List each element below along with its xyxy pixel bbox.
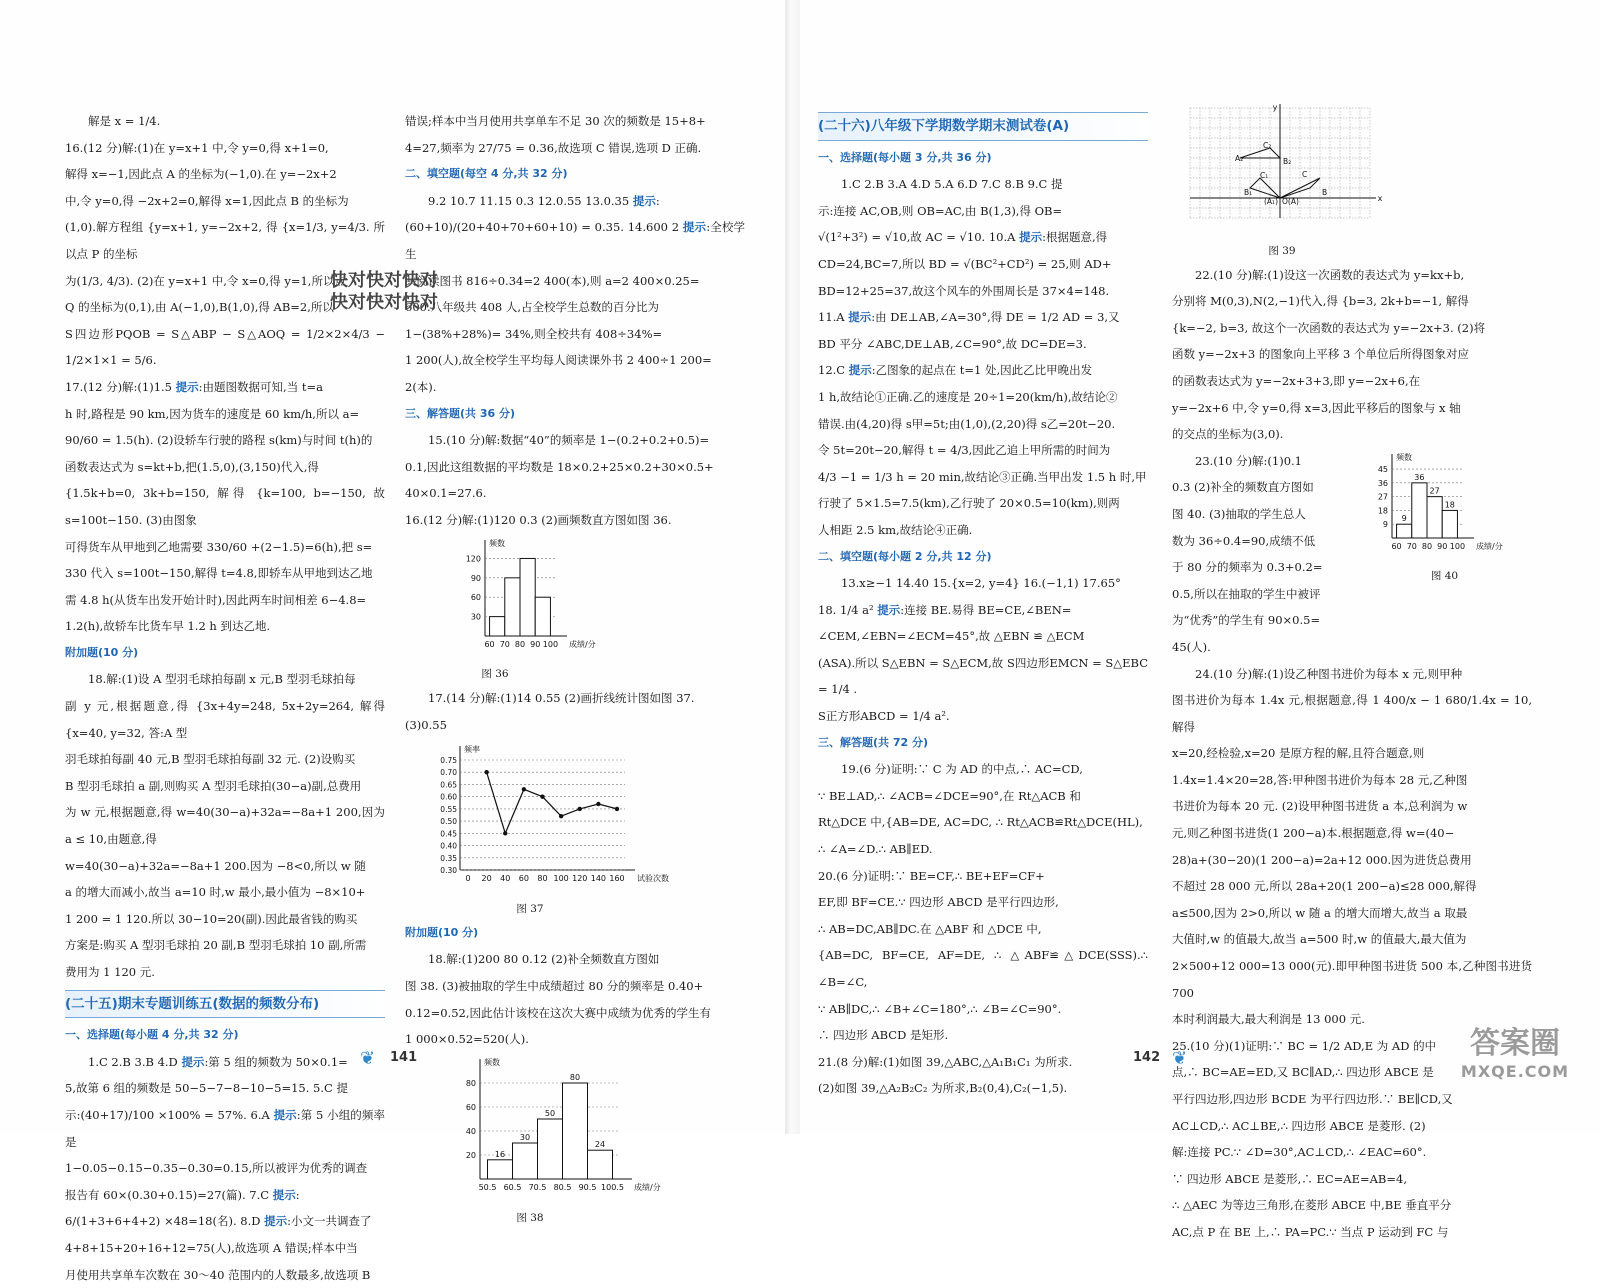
choice-line: 示:(40+17)/100 ×100% = 57%. 6.A 提示:第 5 小组的频率是 (65, 1107, 385, 1149)
q24-q25-line: a≤500,因为 2>0,所以 w 随 a 的增大而增大,故当 a 取最 (1172, 905, 1468, 920)
fill-line: 9.2 10.7 11.15 0.3 12.0.55 13.0.35 提示: (428, 193, 660, 208)
q16-q17-line: 中,令 y=0,得 −2x+2=0,解得 x=1,因此点 B 的坐标为 (65, 193, 349, 208)
q17-line: (3)0.55 (405, 717, 447, 732)
fill-line: (60+10)/(20+40+70+60+10) = 0.35. 14.600 2 提示:全校学生 (405, 220, 745, 261)
q22-line: 的交点的坐标为(3,0). (1172, 427, 1284, 442)
bonus-line: 费用为 1 120 元. (65, 965, 155, 979)
fig37-y-tick: 0.50 (440, 817, 457, 827)
fig38-bar (538, 1119, 563, 1179)
q16-q17-line: 需 4.8 h(从货车出发开始计时),因此两车时间相差 6−4.8= (65, 592, 367, 607)
answer-line: ∵ AB∥DC,∴ ∠B+∠C=180°,∴ ∠B=∠C=90°. (818, 1001, 1062, 1016)
page-ornament-right: ❦ (1172, 1048, 1188, 1069)
choice-title: 一、选择题(每小题 3 分,共 36 分) (818, 150, 992, 164)
fig38-bar (488, 1160, 513, 1179)
fig40-caption: 图 40 (1430, 570, 1459, 583)
q23-text (1172, 448, 1362, 661)
fig37-y-tick: 0.45 (440, 829, 457, 839)
fig38-y-tick: 60 (465, 1102, 476, 1112)
fig38-data-label: 24 (594, 1140, 606, 1150)
fill-line: S正方形ABCD = 1/4 a². (818, 709, 950, 724)
page-ornament-left: ❦ (360, 1048, 376, 1069)
fig38-bar (563, 1083, 588, 1179)
q22-line: 的函数表达式为 y=−2x+3+3,即 y=−2x+6,在 (1172, 373, 1421, 388)
fill-line: 600.八年级共 408 人,占全校学生总数的百分比为 (405, 300, 660, 315)
fig38-figure (405, 1055, 745, 1228)
book-gutter (785, 0, 800, 1134)
page-number-right: 142 (1133, 1050, 1161, 1065)
q24-q25-line: 图书进价为每本 1.4x 元,根据题意,得 1 400/x − 1 680/1.4x = 10,解得 (1172, 693, 1532, 734)
right-page (800, 0, 1600, 1239)
section-title-26: (二十六)八年级下学期数学期末测试卷(A) (818, 112, 1148, 141)
fig36-x-tick: 80 (514, 639, 526, 649)
watermark-kuaidui: 快对快对快对 快对快对快对 (330, 270, 438, 313)
fig38-bar (513, 1143, 538, 1179)
fig38-data-label: 30 (519, 1132, 531, 1142)
fig36-y-tick: 90 (470, 573, 481, 583)
answer-line: ∴ ∠A=∠D.∴ AB∥ED. (818, 842, 933, 857)
choice-line: 4=27,频率为 27/75 = 0.36,故选项 C 错误,选项 D 正确. (405, 140, 702, 155)
fig37-x-tick: 100 (553, 874, 569, 884)
fig40-data-label: 27 (1429, 486, 1440, 496)
q16-q17-line: 为(1/3, 4/3). (2)在 y=x+1 中,令 x=0,得 y=1,所以点 (65, 273, 346, 288)
q16-q17-line: h 时,路程是 90 km,因为货车的速度是 60 km/h,所以 a= (65, 406, 360, 421)
fig38-x-tick: 70.5 (528, 1182, 547, 1192)
fig36-bar (535, 597, 550, 636)
fig39-vertex-label: A₂ (1235, 154, 1244, 163)
fig40-svg (1362, 450, 1527, 558)
bonus-title: 附加题(10 分) (65, 645, 139, 659)
bonus-line: B 型羽毛球拍 a 副,则购买 A 型羽毛球拍(30−a)副,总费用 (65, 778, 362, 793)
bonus-line: 为 w 元,根据题意,得 w=40(30−a)+32a=−8a+1 200,因为 a ≤ 10,由题意,得 (65, 805, 385, 847)
fig39-svg (1172, 102, 1392, 232)
q22-line: 函数 y=−2x+3 的图象向上平移 3 个单位后所得图象对应 (1172, 347, 1469, 362)
fig36-svg (405, 536, 596, 656)
choice-line: 5,故第 6 组的频数是 50−5−7−8−10−5=15. 5.C 提 (65, 1081, 348, 1096)
fig37-point (596, 802, 600, 806)
bonus-line: 羽毛球拍每副 40 元,B 型羽毛球拍每副 32 元. (2)设购买 (65, 752, 356, 767)
answer-line: 21.(8 分)解:(1)如图 39,△ABC,△A₁B₁C₁ 为所求. (818, 1054, 1073, 1069)
fill-line: ∠CEM,∠EBN=∠ECM=45°,故 △EBN ≌ △ECM (818, 629, 1085, 644)
q23-line: 于 80 分的频率为 0.3+0.2= (1172, 560, 1323, 575)
q24-q25-line: ∴ △AEC 为等边三角形,在菱形 ABCE 中,BE 垂直平分 (1172, 1198, 1452, 1213)
fig40-bar (1397, 524, 1412, 538)
hint-marker: 提示 (877, 602, 901, 617)
fig40-y-tick: 45 (1377, 464, 1388, 474)
fill-line: 18. 1/4 a² 提示:连接 BE.易得 BE=CE,∠BEN= (818, 602, 1072, 617)
fig36-x-tick: 70 (499, 639, 510, 649)
q24-q25-line: 本时利润最大,最大利润是 13 000 元. (1172, 1012, 1365, 1027)
bonus-line: 0.12=0.52,因此估计该校在这次大赛中成绩为优秀的学生有 (405, 1005, 711, 1020)
q16-q17-line: 1.2(h),故轿车比货车早 1.2 h 到达乙地. (65, 619, 271, 634)
q23-line: 0.5,所以在抽取的学生中被评 (1172, 586, 1321, 601)
bonus-line: 副 y 元,根据题意,得 {3x+4y=248, 5x+2y=264, 解得 {x=40, y=32, 答:A 型 (65, 699, 385, 740)
answer-title: 三、解答题(共 72 分) (818, 735, 929, 749)
fig36-figure (405, 536, 745, 684)
q16-q17-line: 可得货车从甲地到乙地需要 330/60 +(2−1.5)=6(h),把 s= (65, 539, 373, 554)
fig39-vertex-label: O(A) (1282, 197, 1299, 206)
q16-q17-line: S四边形PQOB = S△ABP − S△AOQ = 1/2×2×4/3 − 1/2×1×1 = 5/6. (65, 326, 385, 368)
choice-line: 行驶了 5×1.5=7.5(km),乙行驶了 20×0.5=10(km),则两 (818, 496, 1120, 511)
fig39-vertex-label: B₂ (1283, 157, 1292, 166)
fig36-bar (490, 616, 505, 635)
fig40-data-label: 36 (1414, 472, 1425, 482)
fig40-bar (1412, 483, 1427, 538)
fig37-point (503, 831, 507, 835)
q16-q17-line: 90/60 = 1.5(h). (2)设轿车行驶的路程 s(km)与时间 t(h)的 (65, 433, 373, 448)
hint-marker: 提示 (273, 1107, 297, 1122)
left-page (0, 0, 785, 1282)
fig36-y-tick: 30 (470, 612, 481, 622)
fig40-figure (1362, 450, 1527, 586)
hint-marker: 提示 (175, 379, 199, 394)
fig40-y-label: 频数 (1396, 452, 1412, 462)
hint-marker: 提示 (632, 193, 656, 208)
choice-line: 月使用共享单车次数在 30～40 范围内的人数最多,故选项 B (65, 1267, 371, 1282)
q24-q25-line: 大值时,w 的值最大,故当 a=500 时,w 的值最大,最大值为 (1172, 932, 1467, 947)
fig40-y-tick: 27 (1377, 492, 1388, 502)
fig40-x-tick: 60 (1391, 541, 1402, 551)
fig37-y-tick: 0.65 (440, 780, 457, 790)
fig39-vertex-label: C₁ (1260, 171, 1269, 180)
choice-line: 示:连接 AC,OB,则 OB=AC,由 B(1,3),得 OB= (818, 203, 1063, 218)
fig37-caption: 图 37 (516, 902, 544, 915)
fig40-y-tick: 9 (1382, 519, 1388, 529)
choice-title: 一、选择题(每小题 4 分,共 32 分) (65, 1028, 239, 1042)
answer-line: 16.(12 分)解:(1)120 0.3 (2)画频数直方图如图 36. (405, 512, 672, 527)
fig37-y-tick: 0.40 (440, 841, 457, 851)
fig38-bar (588, 1150, 613, 1179)
fig36-x-tick: 100 (542, 639, 559, 649)
fig37-svg (405, 740, 669, 890)
q16-q17-line: 16.(12 分)解:(1)在 y=x+1 中,令 y=0,得 x+1=0, (65, 140, 329, 155)
hint-marker: 提示 (682, 220, 707, 235)
answer-line: 19.(6 分)证明:∵ C 为 AD 的中点,∴ AC=CD, (841, 762, 1083, 777)
answer-line: ∴ 四边形 ABCD 是矩形. (818, 1028, 949, 1043)
fig38-x-tick: 80.5 (553, 1182, 572, 1192)
fig40-x-tick: 80 (1421, 541, 1433, 551)
q24-q25-line: 平行四边形,四边形 BCDE 为平行四边形.∵ BE∥CD,又 (1172, 1092, 1453, 1106)
fig38-y-tick: 80 (465, 1078, 476, 1088)
q24-q25-line: 点,∴ BC=AE=ED,又 BC∥AD,∴ 四边形 ABCE 是 (1172, 1065, 1434, 1080)
fig37-x-label: 试验次数 (637, 874, 669, 884)
fig39-y-axis-name: y (1272, 103, 1278, 112)
bonus-line: 图 38. (3)被抽取的学生中成绩超过 80 分的频率是 0.40+ (405, 979, 704, 994)
q16-q17-line: Q 的坐标为(0,1),由 A(−1,0),B(1,0),得 AB=2,所以 (65, 300, 334, 315)
hint-marker: 提示 (181, 1054, 205, 1069)
q16-q17-line: 330 代入 s=100t−150,解得 t=4.8,即轿车从甲地到达乙地 (65, 566, 373, 581)
fill-line: 1−(38%+28%)= 34%,则全校共有 408÷34%= (405, 326, 663, 341)
fig38-x-tick: 100.5 (601, 1182, 624, 1192)
fig39-vertex-label: B (1322, 188, 1328, 197)
fig37-y-label: 频率 (464, 745, 480, 755)
q24-q25-line: 24.(10 分)解:(1)设乙种图书进价为每本 x 元,则甲种 (1195, 666, 1463, 681)
fill-title: 二、填空题(每小题 2 分,共 12 分) (818, 549, 992, 563)
page-number-left: 141 (390, 1050, 418, 1065)
q16-q17-line: 解是 x = 1/4. (88, 114, 161, 128)
fig37-y-tick: 0.35 (440, 854, 457, 864)
fig38-x-tick: 60.5 (503, 1182, 522, 1192)
q17-line: 17.(14 分)解:(1)14 0.55 (2)画折线统计图如图 37. (428, 691, 695, 706)
bonus-line: w=40(30−a)+32a=−8a+1 200.因为 −8<0,所以 w 随 (65, 858, 366, 873)
answer-line: 20.(6 分)证明:∵ BE=CF,∴ BE+EF=CF+ (818, 868, 1045, 883)
fig37-y-tick: 0.30 (440, 866, 457, 876)
fig40-data-label: 18 (1444, 500, 1455, 510)
q23-line: 23.(10 分)解:(1)0.1 (1195, 453, 1303, 468)
fig40-data-label: 9 (1401, 513, 1407, 523)
q16-q17-line: (1,0).解方程组 {y=x+1, y=−2x+2, 得 {x=1/3, y=4/3. 所以点 P 的坐标 (65, 220, 385, 261)
choice-line: 1 h,故结论①正确.乙的速度是 20÷1=20(km/h),故结论② (818, 389, 1118, 404)
fig39-vertex-label: C (1302, 170, 1308, 179)
watermark-daanquan: 答案圈 MXQE.COM (1460, 1026, 1570, 1081)
fig36-bar (520, 558, 535, 636)
fig37-x-tick: 60 (518, 874, 529, 884)
fig37-x-tick: 160 (609, 874, 625, 884)
hint-marker: 提示 (1019, 230, 1043, 245)
hint-marker: 提示 (272, 1187, 296, 1202)
q23-line: 图 40. (3)抽取的学生总人 (1172, 506, 1306, 521)
q24-q25-line: 不超过 28 000 元,所以 28a+20(1 200−a)≤28 000,解得 (1172, 879, 1477, 894)
fig37-x-tick: 140 (590, 874, 607, 884)
fig37-point (559, 814, 563, 818)
fig37-point (522, 787, 526, 791)
q24-q25-line: x=20,经检验,x=20 是原方程的解,且符合题意,则 (1172, 746, 1425, 761)
choice-line: 4/3 −1 = 1/3 h = 20 min,故结论③正确.当甲出发 1.5 h 时,甲 (818, 469, 1147, 484)
fig37-point (484, 770, 488, 774)
fig36-y-tick: 60 (470, 592, 481, 602)
q24-q25-line: 2×500+12 000=13 000(元).即甲种图书进货 500 本,乙种图书进货 700 (1172, 959, 1532, 1000)
fig37-x-tick: 120 (572, 874, 588, 884)
hint-marker: 提示 (264, 1214, 288, 1229)
choice-line: 6/(1+3+6+4+2) ×48=18(名). 8.D 提示:小文一共调查了 (65, 1214, 372, 1229)
bonus-line: 方案是:购买 A 型羽毛球拍 20 副,B 型羽毛球拍 10 副,所需 (65, 938, 367, 953)
fig38-data-label: 50 (544, 1108, 556, 1118)
fig39-vertex-label: C₂ (1263, 141, 1272, 150)
fig39-vertex-label: B₁ (1244, 188, 1253, 197)
hint-marker: 提示 (848, 363, 872, 378)
q22-line: {k=−2, b=3, 故这个一次函数的表达式为 y=−2x+3. (2)将 (1172, 320, 1486, 335)
q24-q25-line: 书进价为每本 20 元. (2)设甲种图书进货 a 本,总利润为 w (1172, 799, 1468, 814)
q24-q25-line: ∵ 四边形 ABCE 是菱形,∴ EC=AE=AB=4, (1172, 1171, 1407, 1186)
fig38-y-label: 频数 (484, 1057, 500, 1067)
fig40-bar (1427, 496, 1442, 537)
fig37-point (540, 795, 544, 799)
answer-line: 40×0.1=27.6. (405, 486, 487, 501)
fig36-caption: 图 36 (481, 668, 509, 681)
q22-line: 22.(10 分)解:(1)设这一次函数的表达式为 y=kx+b, (1195, 267, 1465, 282)
choice-line: 11.A 提示:由 DE⊥AB,∠A=30°,得 DE = 1/2 AD = 3,又 (818, 310, 1120, 325)
q16-q17-line: 17.(12 分)解:(1)1.5 提示:由题图数据可知,当 t=a (65, 379, 323, 394)
fig37-y-tick: 0.75 (440, 756, 457, 766)
answer-line: Rt△DCE 中,{AB=DE, AC=DC, ∴ Rt△ACB≌Rt△DCE(HL), (818, 815, 1143, 830)
q16-q17-line: {1.5k+b=0, 3k+b=150, 解得 {k=100, b=−150, 故 s=100t−150. (3)由图象 (65, 486, 385, 527)
bonus-line: 18.解:(1)200 80 0.12 (2)补全频数直方图如 (428, 952, 660, 967)
fig37-x-tick: 80 (537, 874, 548, 884)
q23-figure-holder (1362, 448, 1527, 661)
fill-line: 1 200(人),故全校学生平均每人阅读课外书 2 400÷1 200= (405, 353, 712, 368)
fig40-x-tick: 70 (1406, 541, 1417, 551)
choice-line: BD 平分 ∠ABC,DE⊥AB,∠C=90°,故 DC=DE=3. (818, 336, 1087, 351)
choice-line: 报告有 60×(0.30+0.15)=27(篇). 7.C 提示: (65, 1187, 300, 1202)
fig40-x-label: 成绩/分 (1476, 541, 1503, 551)
fig39-vertex-label: (A₁) (1264, 197, 1278, 206)
choice-line: BD=12+25=37,故这个风车的外围周长是 37×4=148. (818, 283, 1110, 298)
fig37-y-tick: 0.55 (440, 805, 457, 815)
bonus-line: 1 200 = 1 120.所以 30−10=20(副).因此最省钱的购买 (65, 911, 358, 926)
fig38-y-tick: 40 (465, 1126, 476, 1136)
fig37-y-tick: 0.60 (440, 792, 457, 802)
q24-q25-line: 25.(10 分)(1)证明:∵ BC = 1/2 AD,E 为 AD 的中 (1172, 1038, 1437, 1053)
left-col-2 (405, 108, 745, 1229)
answer-line: ∴ AB=DC,AB∥DC.在 △ABF 和 △DCE 中, (818, 921, 1042, 936)
fig38-x-tick: 50.5 (478, 1182, 497, 1192)
fig37-x-tick: 0 (465, 874, 471, 884)
q23-line: 0.3 (2)补全的频数直方图如 (1172, 480, 1314, 495)
q23-line: 为“优秀”的学生有 90×0.5= (1172, 613, 1321, 628)
fig37-point (578, 807, 582, 811)
choice-line: 错误.由(4,20)得 s甲=5t;由(1,0),(2,20)得 s乙=20t−20. (818, 416, 1116, 431)
choice-line: 12.C 提示:乙图象的起点在 t=1 处,因此乙比甲晚出发 (818, 363, 1093, 378)
q23-line: 数为 36÷0.4=90,成绩不低 (1172, 533, 1316, 548)
fig38-data-label: 80 (569, 1072, 581, 1082)
fig40-y-tick: 36 (1377, 478, 1388, 488)
choice-line: 令 5t=20t−20,解得 t = 4/3,因此乙追上甲所需的时间为 (818, 443, 1111, 458)
q16-q17-line: 函数表达式为 s=kt+b,把(1.5,0),(3,150)代入,得 (65, 459, 319, 474)
answer-title: 三、解答题(共 36 分) (405, 406, 516, 420)
fig36-bar (505, 577, 520, 635)
answer-line: 15.(10 分)解:数据“40”的频率是 1−(0.2+0.2+0.5)= (428, 433, 710, 448)
bonus-line: 18.解:(1)设 A 型羽毛球拍每副 x 元,B 型羽毛球拍每 (88, 672, 356, 687)
q24-q25-line: 28)a+(30−20)(1 200−a)=2a+12 000.因为进货总费用 (1172, 852, 1472, 867)
fig38-svg (405, 1055, 661, 1200)
q22-line: 分别将 M(0,3),N(2,−1)代入,得 {b=3, 2k+b=−1, 解得 (1172, 294, 1469, 309)
fig40-y-tick: 18 (1377, 506, 1388, 516)
fig37-x-tick: 40 (500, 874, 511, 884)
q16-q17-line: 解得 x=−1,因此点 A 的坐标为(−1,0).在 y=−2x+2 (65, 167, 337, 182)
answer-line: EF,即 BF=CE.∵ 四边形 ABCD 是平行四边形, (818, 895, 1059, 910)
answer-line: 0.1,因此这组数据的平均数是 18×0.2+25×0.2+30×0.5+ (405, 459, 714, 474)
answer-line: (2)如图 39,△A₂B₂C₂ 为所求,B₂(0,4),C₂(−1,5). (818, 1081, 1068, 1096)
q24-q25-line: AC⊥CD,∴ AC⊥BE,∴ 四边形 ABCE 是菱形. (2) (1172, 1118, 1426, 1133)
choice-line: CD=24,BC=7,所以 BD = √(BC²+CD²) = 25,则 AD+ (818, 256, 1112, 271)
fig40-x-tick: 100 (1449, 541, 1466, 551)
bonus-line: a 的增大而减小,故当 a=10 时,w 最小,最小值为 −8×10+ (65, 885, 366, 900)
q24-q25-line: AC,点 P 在 BE 上,∴ PA=PC.∵ 当点 P 运动到 FC 与 (1172, 1224, 1449, 1239)
fig40-x-tick: 90 (1437, 541, 1448, 551)
fill-line: (ASA).所以 S△EBN = S△ECM,故 S四边形EMCN = S△EBC = 1/4 . (818, 655, 1148, 697)
bonus-title: 附加题(10 分) (405, 925, 479, 939)
fig39-caption: 图 39 (1268, 244, 1296, 257)
right-col-1 (818, 108, 1148, 1102)
fig38-x-label: 成绩/分 (634, 1182, 661, 1192)
choice-line: 4+8+15+20+16+12=75(人),故选项 A 错误;样本中当 (65, 1240, 358, 1255)
fill-line: 共阅读图书 816÷0.34=2 400(本),则 a=2 400×0.25= (405, 273, 700, 288)
fig36-y-tick: 120 (465, 553, 481, 563)
bonus-line: 1 000×0.52=520(人). (405, 1032, 529, 1047)
fig37-figure (405, 740, 745, 918)
q23-line: 45(人). (1172, 639, 1211, 654)
choice-line: √(1²+3²) = √10,故 AC = √10. 10.A 提示:根据题意,得 (818, 230, 1108, 245)
choice-line: 1.C 2.B 3.A 4.D 5.A 6.D 7.C 8.B 9.C 提 (841, 177, 1063, 192)
fig38-y-tick: 20 (465, 1150, 476, 1160)
hint-marker: 提示 (848, 310, 872, 325)
answer-line: {AB=DC, BF=CE, AF=DE, ∴ △ABF≌△DCE(SSS).∴ ∠B=∠C, (818, 948, 1148, 989)
fig36-x-tick: 60 (484, 639, 495, 649)
fig36-x-tick: 90 (530, 639, 541, 649)
q23-block (1172, 448, 1532, 661)
q24-q25-line: 元,则乙种图书进货(1 200−a)本.根据题意,得 w=(40− (1172, 826, 1455, 841)
choice-line: 1−0.05−0.15−0.35−0.30=0.15,所以被评为优秀的调查 (65, 1161, 368, 1176)
fig38-caption: 图 38 (516, 1212, 544, 1225)
fill-title: 二、填空题(每空 4 分,共 32 分) (405, 167, 568, 181)
fig39-figure (1172, 102, 1532, 260)
fig37-y-tick: 0.70 (440, 768, 457, 778)
q22-line: y=−2x+6 中,令 y=0,得 x=3,因此平移后的图象与 x 轴 (1172, 400, 1461, 415)
choice-line: 人相距 2.5 km,故结论④正确. (818, 522, 973, 537)
fig39-x-axis-name: x (1377, 194, 1383, 203)
fig36-x-label: 成绩/分 (569, 639, 596, 649)
fig37-point (615, 807, 619, 811)
choice-line: 1.C 2.B 3.B 4.D 提示:第 5 组的频数为 50×0.1= (88, 1054, 348, 1069)
q24-q25-line: 1.4x=1.4×20=28,答:甲种图书进价为每本 28 元,乙种图 (1172, 772, 1468, 787)
fig37-x-tick: 20 (481, 874, 492, 884)
choice-line: 错误;样本中当月使用共享单车不足 30 次的频数是 15+8+ (405, 114, 706, 128)
fig36-y-label: 频数 (489, 538, 505, 548)
section-title-25: (二十五)期末专题训练五(数据的频数分布) (65, 990, 385, 1019)
fill-line: 2(本). (405, 379, 437, 394)
answer-line: ∵ BE⊥AD,∴ ∠ACB=∠DCE=90°,在 Rt△ACB 和 (818, 788, 1081, 803)
fig38-data-label: 16 (494, 1149, 506, 1159)
fig38-x-tick: 90.5 (578, 1182, 597, 1192)
fig40-bar (1442, 510, 1457, 538)
q24-q25-line: 解:连接 PC.∵ ∠D=30°,AC⊥CD,∴ ∠EAC=60°. (1172, 1145, 1427, 1160)
fill-line: 13.x≥−1 14.40 15.{x=2, y=4} 16.(−1,1) 17.65° (841, 576, 1121, 591)
